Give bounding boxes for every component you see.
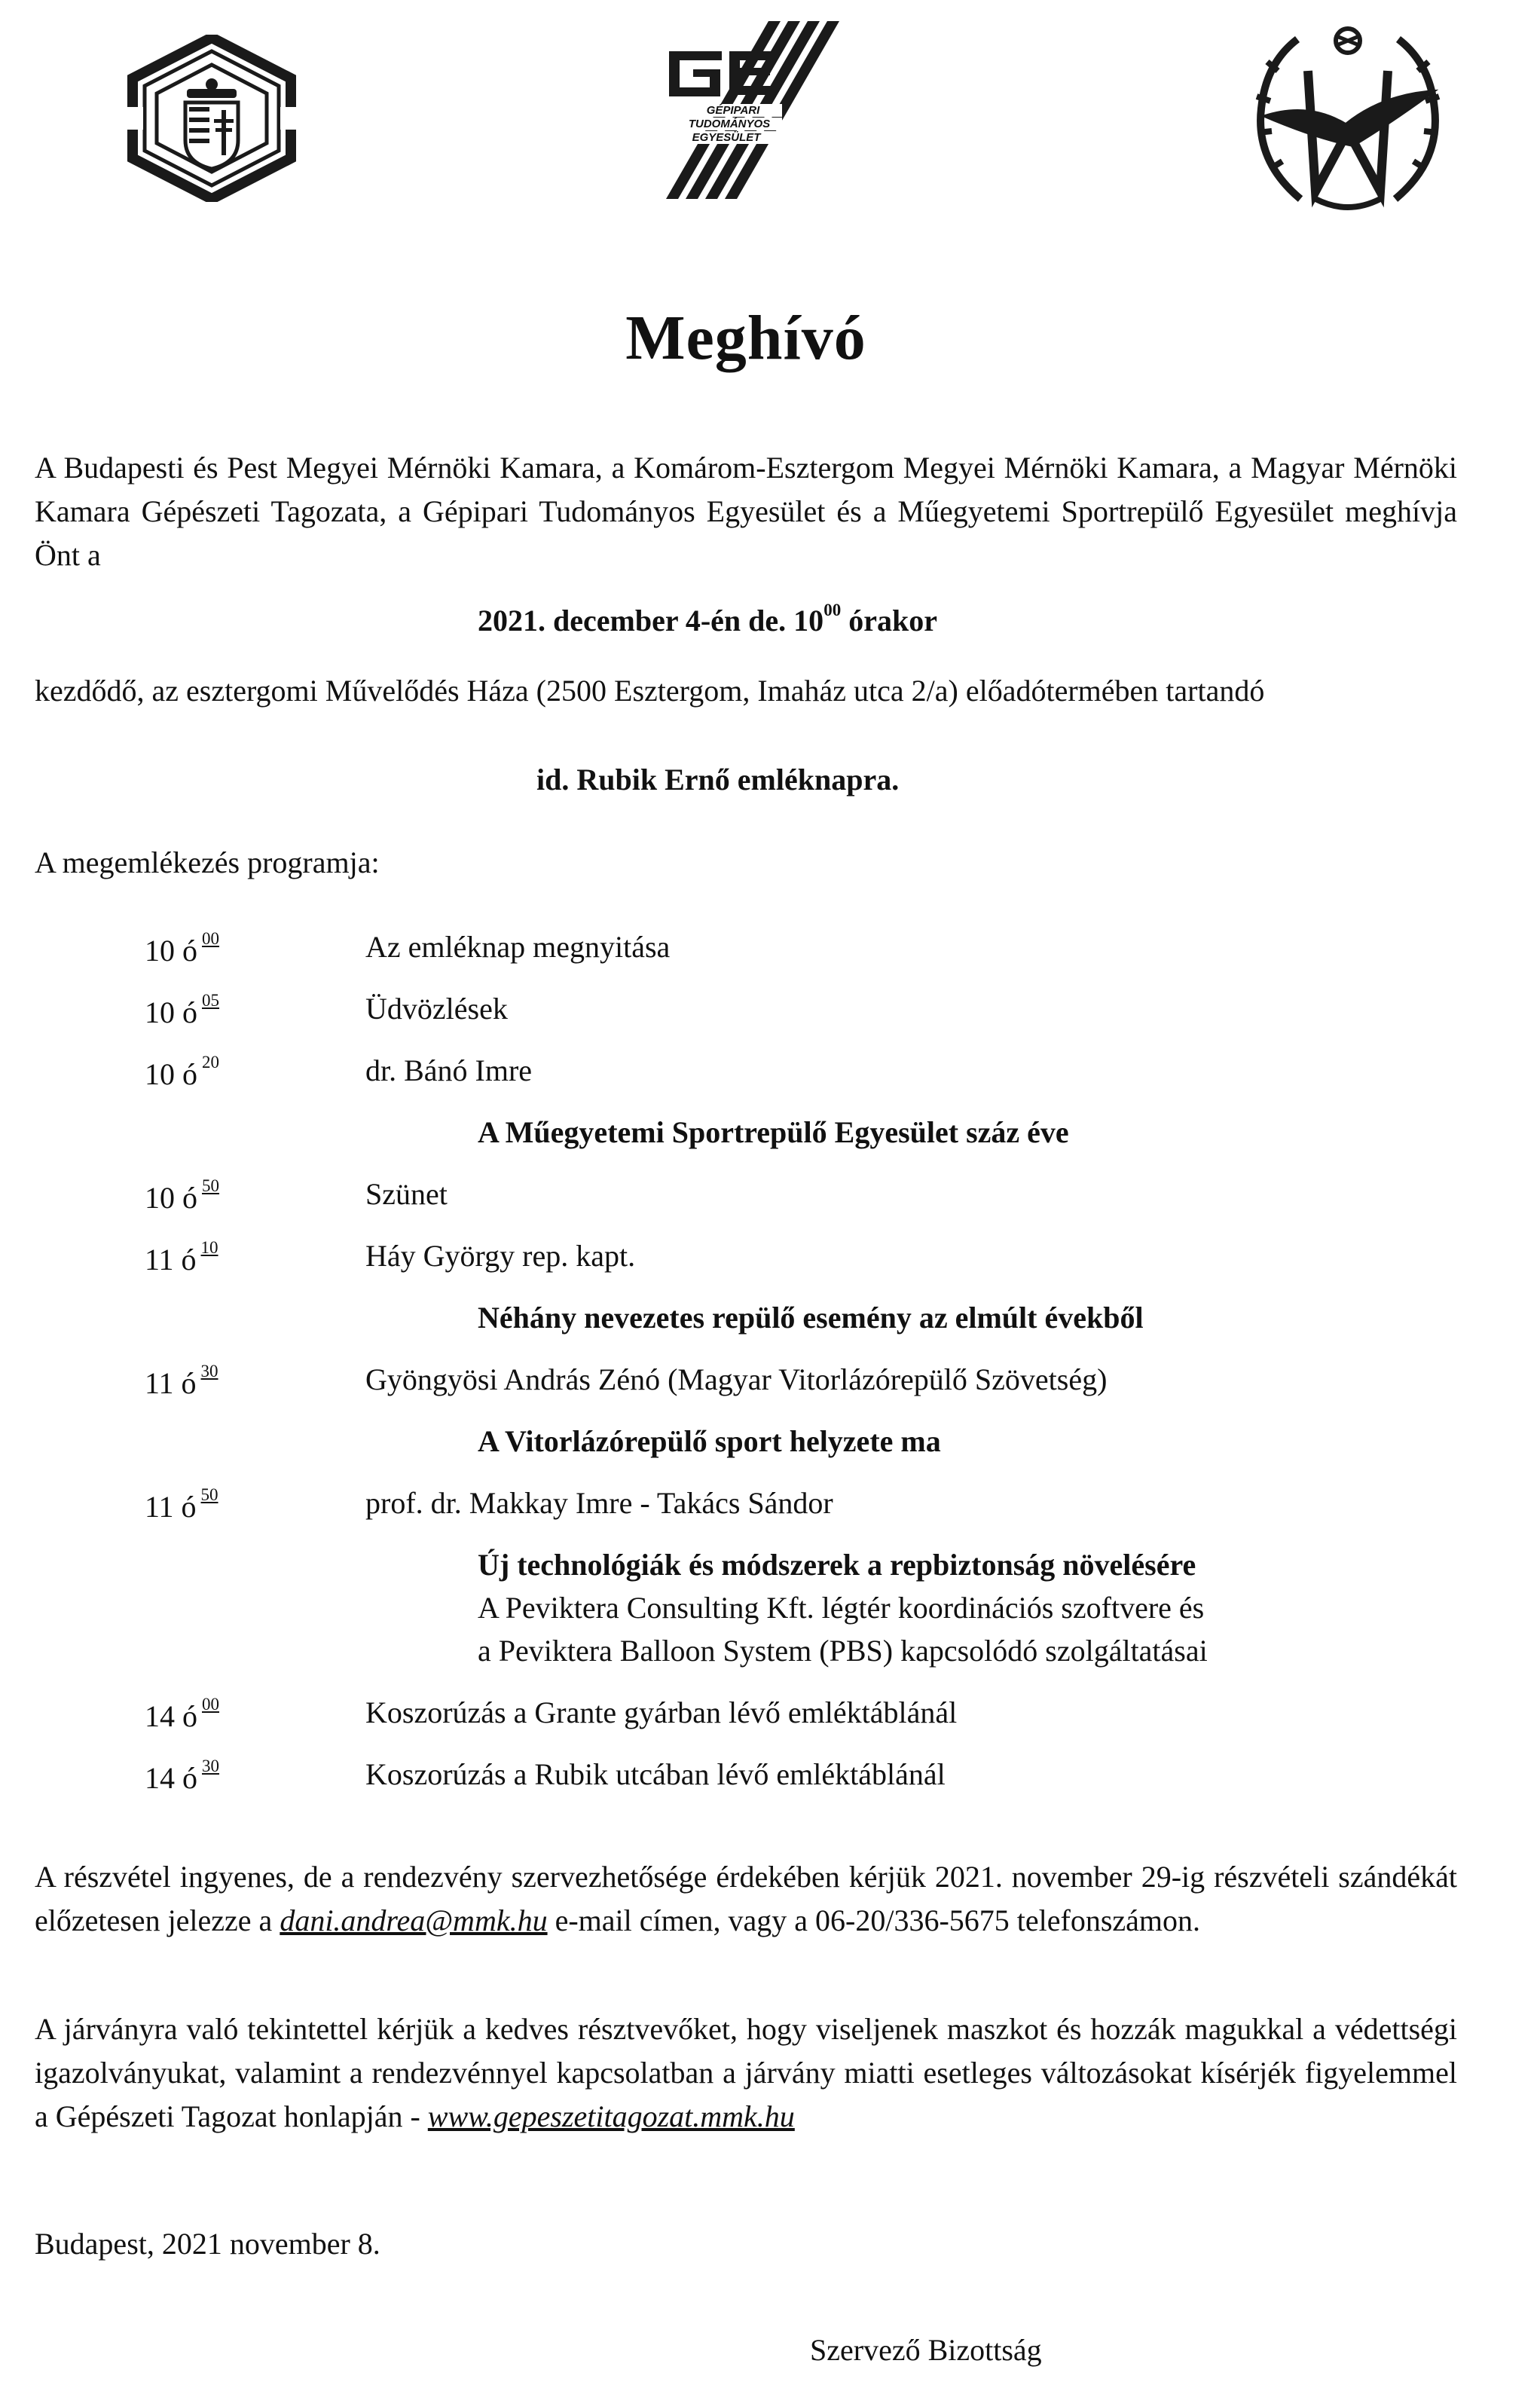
gte-name-line3: EGYESÜLET: [674, 131, 779, 144]
chamber-logo: [127, 35, 297, 202]
time-r3: 10 ó $^{20}$: [145, 1053, 219, 1091]
venue-line: kezdődő, az esztergomi Művelődés Háza (2500 Esztergom, Imaház utca 2/a) előadótermében tartandó: [35, 674, 1265, 708]
program-item: dr. Bánó Imre: [365, 1053, 533, 1087]
wreath-bird-icon: [1248, 18, 1448, 220]
time-r9: 14 ó $^{30}$: [145, 1757, 219, 1795]
program-item: Üdvözlések: [365, 992, 508, 1026]
time-r5: 11 ó $^{10}$: [145, 1238, 218, 1277]
program-item: Háy György rep. kapt.: [365, 1239, 636, 1273]
registration-paragraph: A részvétel ingyenes, de a rendezvény szervezhetősége érdekében kérjük 2021. november 29-ig részvételi szándékát előzetesen jelezze a dani.andrea@mmk.hu e-mail címen, vagy a 06-20/336-5675 telefonszámon.: [35, 1860, 1457, 1937]
talk-title: Új technológiák és módszerek a repbiztonság növelésére: [478, 1548, 1196, 1582]
intro-paragraph: A Budapesti és Pest Megyei Mérnöki Kamara, a Komárom-Esztergom Megyei Mérnöki Kamara, a Magyar Mérnöki Kamara Gépészeti Tagozata, a Gépipari Tudományos Egyesület és a Műegyetemi Sportrepülő Egyesület meghívja Önt a: [35, 451, 1457, 572]
program-item: Koszorúzás a Rubik utcában lévő emléktáblánál: [365, 1757, 946, 1791]
program-item: Az emléknap megnyitása: [365, 930, 671, 964]
program-label: A megemlékezés programja:: [35, 845, 380, 879]
talk-title: A Műegyetemi Sportrepülő Egyesület száz éve: [478, 1115, 1069, 1149]
talk-title: A Vitorlázórepülő sport helyzete ma: [478, 1424, 941, 1458]
time-r1: 10 ó $^{00}$: [145, 929, 219, 968]
gte-name-line2: TUDOMÁNYOS: [677, 118, 782, 130]
date-suffix: órakor: [841, 604, 937, 638]
gte-logo: [646, 21, 841, 202]
chamber-emblem-icon: [127, 35, 297, 202]
covid-paragraph: A járványra való tekintettel kérjük a kedves résztvevőket, hogy viseljenek maszkot és hozzák magukkal a védettségi igazolványukat, valamint a rendezvénnyel kapcsolatban a járvány miatti esetleges változásokat kísérjék figyelemmel a Gépészeti Tagozat honlapján - www.gepeszetitagozat.mmk.hu: [35, 2012, 1457, 2133]
time-r6: 11 ó $^{30}$: [145, 1362, 218, 1400]
club-logo: [1248, 18, 1448, 220]
signature: Szervező Bizottság: [810, 2333, 1042, 2367]
date-hour-minutes: 00: [823, 601, 842, 619]
program-item: Koszorúzás a Grante gyárban lévő emléktáblánál: [365, 1695, 958, 1729]
talk-detail: A Peviktera Consulting Kft. légtér koordinációs szoftvere és: [478, 1591, 1205, 1625]
date-line: [478, 603, 937, 638]
event-name: id. Rubik Ernő emléknapra.: [536, 763, 900, 797]
place-date: Budapest, 2021 november 8.: [35, 2227, 380, 2261]
talk-title: Néhány nevezetes repülő esemény az elmúlt évekből: [478, 1301, 1144, 1335]
program-item: prof. dr. Makkay Imre - Takács Sándor: [365, 1486, 833, 1520]
page-title: Meghívó: [625, 303, 866, 373]
website-link[interactable]: www.gepeszetitagozat.mmk.hu: [427, 2099, 795, 2133]
gte-name-line1: GÉPIPARI: [684, 104, 782, 117]
time-r4: 10 ó $^{50}$: [145, 1176, 219, 1215]
program-item: Gyöngyösi András Zénó (Magyar Vitorlázórepülő Szövetség): [365, 1362, 1108, 1396]
email-link[interactable]: dani.andrea@mmk.hu: [280, 1903, 548, 1937]
time-r8: 14 ó $^{00}$: [145, 1695, 219, 1733]
time-r2: 10 ó $^{05}$: [145, 991, 219, 1029]
time-r7: 11 ó $^{50}$: [145, 1485, 218, 1524]
date-text: 2021. december 4-én de. 10: [478, 604, 824, 638]
program-item: Szünet: [365, 1177, 448, 1211]
talk-detail: a Peviktera Balloon System (PBS) kapcsolódó szolgáltatásai: [478, 1634, 1208, 1668]
